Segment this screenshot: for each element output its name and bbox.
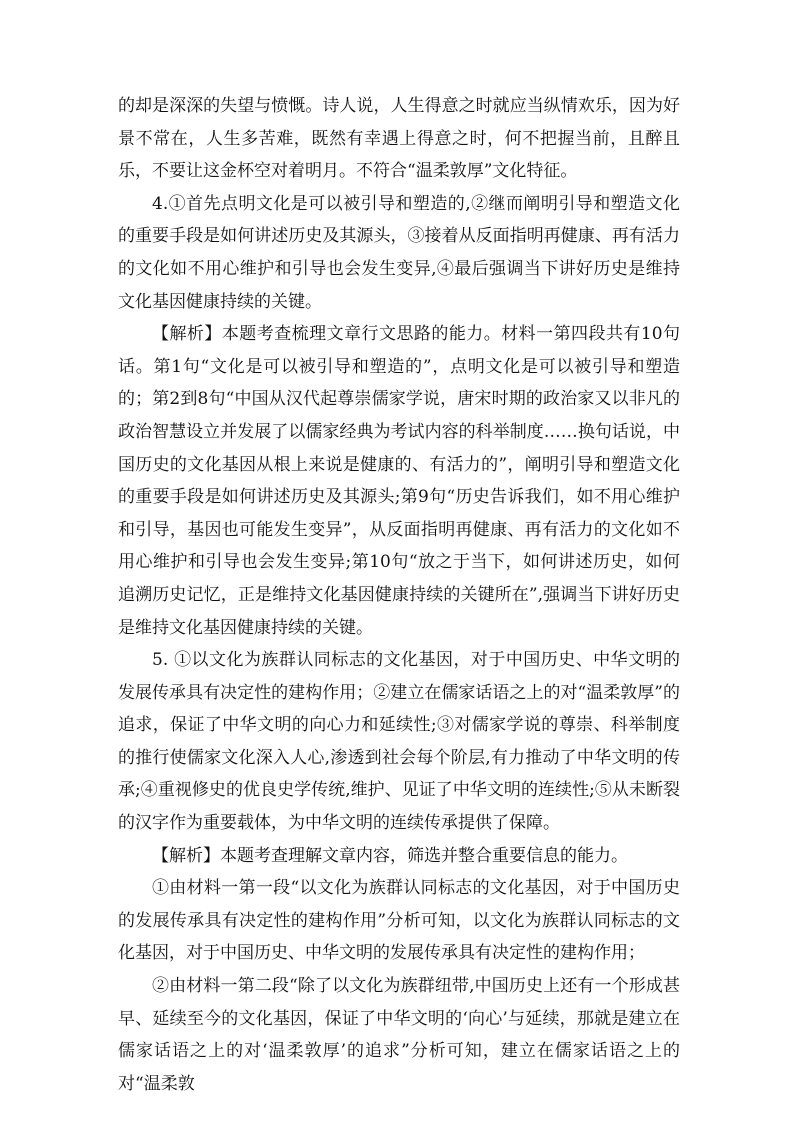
paragraph-continuation: 的却是深深的失望与愤慨。诗人说，人生得意之时就应当纵情欢乐，因为好景不常在，人生多苦难，既然有幸遇上得意之时，何不把握当前，且醉且乐，不要让这金杯空对着明月。不符合“温柔敦厚”文化特征。	[118, 96, 680, 182]
document-page	[118, 90, 680, 1100]
paragraph-analysis-5-point-1: ①由材料一第一段“以文化为族群认同标志的文化基因，对于中国历史的发展传承具有决定性的建构作用”分析可知，以文化为族群认同标志的文化基因，对于中国历史、中华文明的发展传承具有决定性的建构作用；	[118, 878, 680, 964]
paragraph-answer-4: 4.①首先点明文化是可以被引导和塑造的,②继而阐明引导和塑造文化的重要手段是如何讲述历史及其源头，③接着从反面指明再健康、再有活力的文化如不用心维护和引导也会发生变异,④最后强调当下讲好历史是维持文化基因健康持续的关键。	[118, 193, 680, 312]
paragraph-analysis-4: 【解析】本题考查梳理文章行文思路的能力。材料一第四段共有10句话。第1句“文化是可以被引导和塑造的”，点明文化是可以被引导和塑造的；第2到8句“中国从汉代起尊崇儒家学说，唐宋时期的政治家又以非凡的政治智慧设立并发展了以儒家经典为考试内容的科举制度……换句话说，中国历史的文化基因从根上来说是健康的、有活力的”，阐明引导和塑造文化的重要手段是如何讲述历史及其源头;第9句“历史告诉我们，如不用心维护和引导，基因也可能发生变异”，从反面指明再健康、再有活力的文化如不用心维护和引导也会发生变异;第10句“放之于当下，如何讲述历史，如何追溯历史记忆，正是维持文化基因健康持续的关键所在”,强调当下讲好历史是维持文化基因健康持续的关键。	[118, 324, 680, 638]
paragraph-analysis-5-intro: 【解析】本题考查理解文章内容，筛选并整合重要信息的能力。	[152, 845, 628, 866]
paragraph-answer-5: 5. ①以文化为族群认同标志的文化基因，对于中国历史、中华文明的发展传承具有决定性的建构作用；②建立在儒家话语之上的对“温柔敦厚”的追求，保证了中华文明的向心力和延续性;③对儒家学说的尊崇、科举制度的推行使儒家文化深入人心,渗透到社会每个阶层,有力推动了中华文明的传承;④重视修史的优良史学传统,维护、见证了中华文明的连续性;⑤从未断裂的汉字作为重要载体，为中华文明的连续传承提供了保障。	[118, 650, 680, 834]
paragraph-analysis-5-point-2: ②由材料一第二段“除了以文化为族群纽带,中国历史上还有一个形成甚早、延续至今的文化基因，保证了中华文明的‘向心’与延续，那就是建立在儒家话语之上的对‘温柔敦厚’的追求”分析可知，建立在儒家话语之上的对“温柔敦	[118, 976, 680, 1094]
